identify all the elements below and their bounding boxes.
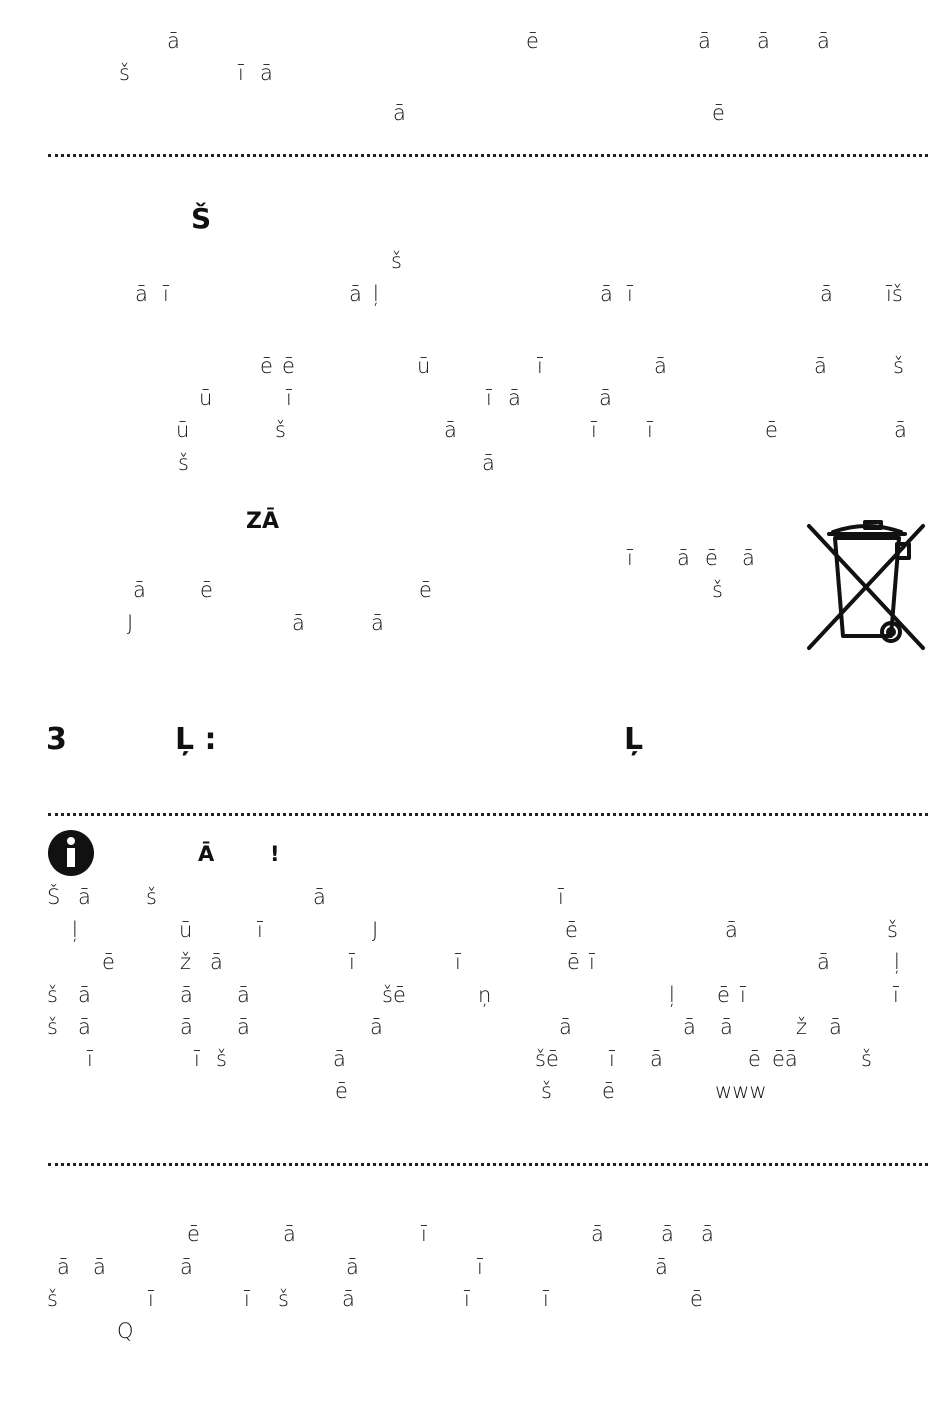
glyph: š (47, 983, 58, 1007)
glyph: ā (313, 885, 326, 909)
glyph: ē (717, 983, 730, 1007)
glyph: J (372, 918, 379, 942)
glyph: īš (886, 282, 903, 306)
glyph: ā (78, 885, 91, 909)
chapter-title: Ļ : (175, 722, 217, 757)
glyph: ē (419, 578, 432, 602)
glyph: ū (199, 386, 213, 410)
glyph: ā (655, 1255, 668, 1279)
glyph: ā (292, 611, 305, 635)
glyph: ā (444, 418, 457, 442)
glyph: ī (893, 983, 899, 1007)
glyph: ā (133, 578, 146, 602)
glyph: ā (820, 282, 833, 306)
glyph: š (541, 1079, 552, 1103)
section-heading: Š (191, 202, 212, 235)
glyph: ē (335, 1079, 348, 1103)
glyph: ī (486, 386, 492, 410)
glyph: ž (180, 950, 192, 974)
glyph: š (887, 918, 898, 942)
glyph: š (278, 1287, 289, 1311)
glyph: ī (477, 1255, 483, 1279)
glyph: ā (829, 1015, 842, 1039)
glyph: ā (260, 61, 273, 85)
glyph: ā (57, 1255, 70, 1279)
glyph: ā (346, 1255, 359, 1279)
notice-heading: Ā (198, 842, 215, 866)
glyph: ā (342, 1287, 355, 1311)
glyph: ļ (72, 918, 78, 942)
notice-heading-mark: ! (270, 842, 280, 866)
glyph: ā (742, 546, 755, 570)
glyph: ā (210, 950, 223, 974)
glyph: ē (690, 1287, 703, 1311)
glyph: ā (757, 29, 770, 53)
glyph: ā (482, 451, 495, 475)
glyph: ā (508, 386, 521, 410)
glyph: š (47, 1015, 58, 1039)
glyph: š (275, 418, 286, 442)
glyph: ā (600, 282, 613, 306)
glyph: ā (135, 282, 148, 306)
glyph: ā (333, 1047, 346, 1071)
glyph: ā (237, 983, 250, 1007)
dotted-separator (48, 813, 928, 816)
glyph: ā (283, 1222, 296, 1246)
glyph: šē (382, 983, 406, 1007)
glyph: ā (817, 29, 830, 53)
glyph: ļ (894, 950, 900, 974)
glyph: š (47, 1287, 58, 1311)
glyph: ī (421, 1222, 427, 1246)
glyph: J (127, 611, 134, 635)
glyph: ī (349, 950, 355, 974)
glyph: š (146, 885, 157, 909)
glyph: š (861, 1047, 872, 1071)
glyph: ā (393, 101, 406, 125)
glyph: ā (677, 546, 690, 570)
glyph: ā (180, 1015, 193, 1039)
glyph: ī (589, 950, 595, 974)
glyph: ī (148, 1287, 154, 1311)
glyph: ā (349, 282, 362, 306)
glyph: š (119, 61, 130, 85)
glyph: ī (647, 418, 653, 442)
glyph: š (712, 578, 723, 602)
glyph: ā (894, 418, 907, 442)
glyph: š (178, 451, 189, 475)
glyph: ā (683, 1015, 696, 1039)
glyph: ž (796, 1015, 808, 1039)
glyph: ī (163, 282, 169, 306)
glyph: ā (814, 354, 827, 378)
chapter-number: 3 (46, 722, 67, 757)
glyph: ū (417, 354, 431, 378)
glyph: ā (701, 1222, 714, 1246)
glyph: ā (93, 1255, 106, 1279)
glyph: ī (627, 282, 633, 306)
glyph: ā (371, 611, 384, 635)
glyph: Q (117, 1319, 134, 1343)
glyph: ļ (669, 983, 675, 1007)
glyph: ē (705, 546, 718, 570)
glyph: ā (180, 1255, 193, 1279)
glyph: ī (609, 1047, 615, 1071)
glyph: ē (200, 578, 213, 602)
glyph: ē (187, 1222, 200, 1246)
website-link[interactable]: www (715, 1079, 767, 1103)
glyph: ī (591, 418, 597, 442)
glyph: ī (238, 61, 244, 85)
glyph: ā (591, 1222, 604, 1246)
glyph: ā (78, 1015, 91, 1039)
glyph: š (391, 249, 402, 273)
section-heading: ZĀ (246, 509, 279, 534)
glyph: ī (286, 386, 292, 410)
glyph: ēā (772, 1047, 798, 1071)
glyph: ā (720, 1015, 733, 1039)
glyph: š (893, 354, 904, 378)
glyph: ī (464, 1287, 470, 1311)
glyph: ē (602, 1079, 615, 1103)
glyph: ļ (373, 282, 379, 306)
chapter-title-right: Ļ (624, 722, 644, 757)
dotted-separator (48, 1163, 928, 1166)
crossed-out-wheelie-bin-icon (805, 518, 927, 652)
glyph: ē (102, 950, 115, 974)
glyph: ē (260, 354, 273, 378)
glyph: ī (244, 1287, 250, 1311)
glyph: ā (650, 1047, 663, 1071)
glyph: ā (817, 950, 830, 974)
glyph: ū (176, 418, 190, 442)
glyph: ē (565, 918, 578, 942)
glyph: ī (543, 1287, 549, 1311)
glyph: ī (87, 1047, 93, 1071)
glyph: ā (370, 1015, 383, 1039)
glyph: ņ (478, 983, 492, 1007)
glyph: ē (567, 950, 580, 974)
dotted-separator (48, 154, 928, 157)
glyph: šē (535, 1047, 559, 1071)
glyph: ī (455, 950, 461, 974)
glyph: ā (78, 983, 91, 1007)
glyph: ī (194, 1047, 200, 1071)
glyph: ā (725, 918, 738, 942)
glyph: ē (712, 101, 725, 125)
glyph: ā (599, 386, 612, 410)
glyph: Š (47, 885, 61, 909)
glyph: ā (654, 354, 667, 378)
glyph: ī (257, 918, 263, 942)
glyph: ī (740, 983, 746, 1007)
glyph: ā (698, 29, 711, 53)
glyph: ā (559, 1015, 572, 1039)
glyph: š (216, 1047, 227, 1071)
glyph: ē (748, 1047, 761, 1071)
info-icon (48, 830, 94, 876)
glyph: ī (537, 354, 543, 378)
glyph: ā (237, 1015, 250, 1039)
glyph: ā (661, 1222, 674, 1246)
glyph: ā (180, 983, 193, 1007)
glyph: ī (627, 546, 633, 570)
glyph: ē (282, 354, 295, 378)
glyph: ē (526, 29, 539, 53)
glyph: ī (558, 885, 564, 909)
glyph: ē (765, 418, 778, 442)
glyph: ū (179, 918, 193, 942)
glyph: ā (167, 29, 180, 53)
